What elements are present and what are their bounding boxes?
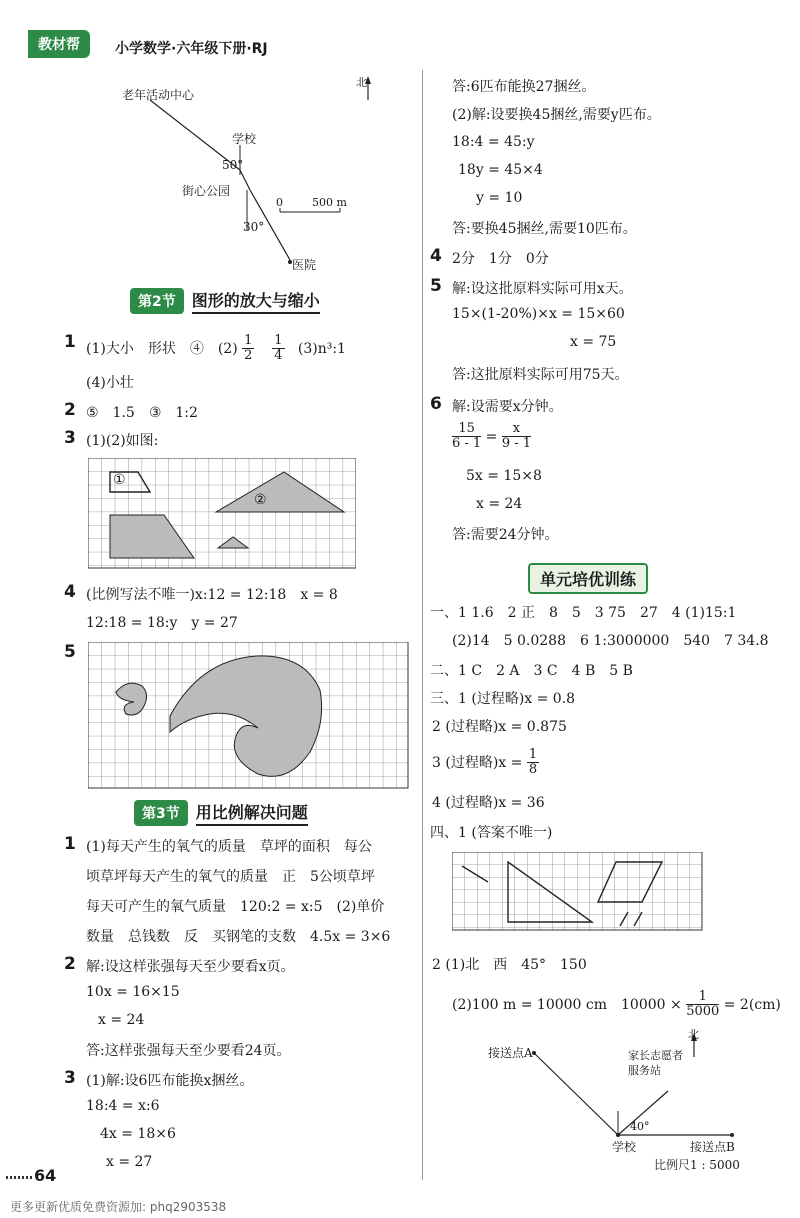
grid-figure-q5 [88, 642, 410, 790]
q4-number: 4 [64, 582, 76, 602]
r-q6-line3: 5x = 15×8 [466, 468, 542, 484]
s3-q3-number: 3 [64, 1068, 76, 1088]
q1-answer: (1)大小 形状 ④ (2) $\frac{1}{2}$ $\frac{1}{4}$ (3)n³:1 [86, 333, 346, 364]
map1-scale-length: 500 m [312, 196, 347, 209]
q2-number: 2 [64, 400, 76, 420]
r-line3: 18:4 = 45:y [452, 134, 535, 150]
s3-q2-line2: 10x = 16×15 [86, 984, 180, 1000]
map1-center: 老年活动中心 [122, 88, 195, 102]
map2-north: 北 [688, 1028, 699, 1041]
section-3-name: 用比例解决问题 [196, 800, 308, 826]
r-q4-number: 4 [430, 246, 442, 266]
map1-angle2: 30° [243, 220, 265, 234]
r-line4: 18y = 45×4 [458, 162, 543, 178]
section-2-name: 图形的放大与缩小 [192, 288, 320, 314]
s3-q1-line2: 顷草坪每天产生的氧气的质量 正 5公顷草坪 [86, 869, 375, 885]
map2-scale: 比例尺1 : 5000 [654, 1158, 740, 1172]
r-q5-number: 5 [430, 276, 442, 296]
grid-figure-unit [452, 852, 704, 932]
unit-line2: (2)14 5 0.0288 6 1:3000000 540 7 34.8 [452, 633, 769, 649]
r-q6-proportion: $\frac{15}{6 - 1}$ = $\frac{x}{9 - 1}$ [452, 421, 532, 452]
map1-scale-zero: 0 [276, 196, 283, 209]
map2-point-a: 接送点A [488, 1046, 533, 1060]
map1-hospital: 医院 [292, 258, 317, 272]
unit-line5: 2 (过程略)x = 0.875 [432, 719, 567, 735]
unit-line1: 一、1 1.6 2 正 8 5 3 75 27 4 (1)15:1 [430, 605, 737, 621]
map2-service-station: 家长志愿者服务站 [628, 1049, 683, 1078]
map1-angle1: 50° [222, 158, 244, 172]
r-q4-answer: 2分 1分 0分 [452, 251, 549, 267]
s3-q1-line4: 数量 总钱数 反 买钢笔的支数 4.5x = 3×6 [86, 929, 391, 945]
r-q5-line2: 15×(1-20%)×x = 15×60 [452, 306, 625, 322]
r-line1: 答:6匹布能换27捆丝。 [452, 79, 596, 95]
s3-q3-line2: 18:4 = x:6 [86, 1098, 160, 1114]
figure-label-1: ① [113, 472, 126, 488]
footer-note: 更多更新优质免费资源加: phq2903538 [10, 1200, 227, 1214]
figure-label-2: ② [254, 492, 267, 508]
unit-line9: 2 (1)北 西 45° 150 [432, 957, 587, 973]
q1-number: 1 [64, 332, 76, 352]
unit-line10: (2)100 m = 10000 cm 10000 × $\frac{1}{5000}$ = 2(cm) [452, 989, 781, 1020]
s3-q3-line4: x = 27 [106, 1154, 153, 1170]
s3-q1-line1: (1)每天产生的氧气的质量 草坪的面积 每公 [86, 839, 372, 855]
r-q6-line4: x = 24 [476, 496, 523, 512]
column-divider [422, 70, 423, 1180]
unit-training-title: 单元培优训练 [528, 563, 648, 594]
book-badge: 教材帮 [28, 30, 90, 58]
r-q6-line1: 解:设需要x分钟。 [452, 399, 563, 415]
s3-q2-line3: x = 24 [98, 1012, 145, 1028]
map2-angle: 40° [630, 1120, 650, 1133]
q1-answer-4: (4)小壮 [86, 375, 134, 391]
r-q6-number: 6 [430, 394, 442, 414]
r-line5: y = 10 [476, 190, 523, 206]
r-q5-line3: x = 75 [570, 334, 617, 350]
map2-school: 学校 [612, 1140, 637, 1154]
s3-q1-line3: 每天可产生的氧气质量 120:2 = x:5 (2)单价 [86, 899, 385, 915]
unit-line8: 四、1 (答案不唯一) [430, 825, 553, 841]
s3-q1-number: 1 [64, 834, 76, 854]
q3-answer: (1)(2)如图: [86, 433, 159, 449]
unit-line7: 4 (过程略)x = 36 [432, 795, 545, 811]
r-line2: (2)解:设要换45捆丝,需要y匹布。 [452, 107, 661, 123]
q2-answer: ⑤ 1.5 ③ 1:2 [86, 405, 198, 421]
map1-park: 街心公园 [182, 184, 231, 198]
book-title: 小学数学·六年级下册·RJ [115, 41, 268, 57]
r-line6: 答:要换45捆丝,需要10匹布。 [452, 221, 637, 237]
q4-answer-2: 12:18 = 18:y y = 27 [86, 615, 238, 631]
section-2-title [130, 288, 320, 314]
unit-line3: 二、1 C 2 A 3 C 4 B 5 B [430, 663, 633, 679]
section-2-tag: 第2节 [130, 288, 184, 314]
page-number: 64 [34, 1166, 57, 1185]
map1-north: 北 [356, 76, 367, 89]
r-q5-line4: 答:这批原料实际可用75天。 [452, 367, 629, 383]
r-q5-line1: 解:设这批原料实际可用x天。 [452, 281, 633, 297]
s3-q2-line4: 答:这样张强每天至少要看24页。 [86, 1043, 291, 1059]
r-q6-line5: 答:需要24分钟。 [452, 527, 559, 543]
s3-q2-line1: 解:设这样张强每天至少要看x页。 [86, 959, 295, 975]
footer-dots [6, 1176, 32, 1179]
unit-line6: 3 (过程略)x = $\frac{1}{8}$ [432, 747, 538, 778]
q3-number: 3 [64, 428, 76, 448]
s3-q3-line3: 4x = 18×6 [100, 1126, 176, 1142]
q4-answer: (比例写法不唯一)x:12 = 12:18 x = 8 [86, 587, 338, 603]
s3-q3-line1: (1)解:设6匹布能换x捆丝。 [86, 1073, 254, 1089]
section-3-title [134, 800, 308, 826]
map2-point-b: 接送点B [690, 1140, 735, 1154]
grid-figure-q3 [88, 458, 356, 570]
map1-school: 学校 [232, 132, 257, 146]
section-3-tag: 第3节 [134, 800, 188, 826]
q5-number: 5 [64, 642, 76, 662]
unit-line4: 三、1 (过程略)x = 0.8 [430, 691, 576, 707]
s3-q2-number: 2 [64, 954, 76, 974]
